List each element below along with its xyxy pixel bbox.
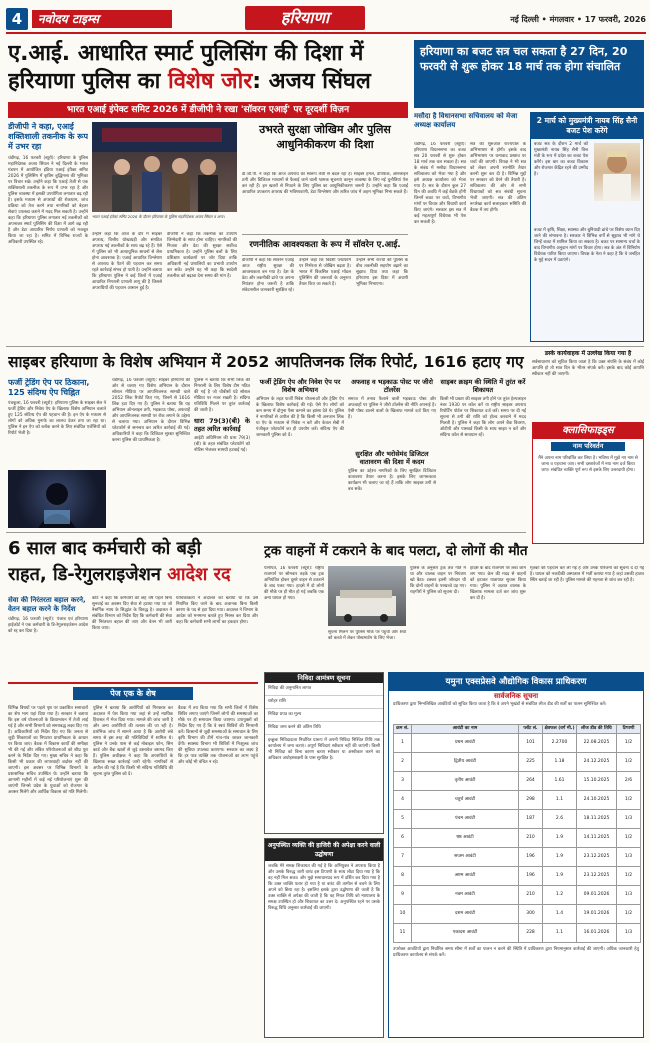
cyber-sub1: फर्जी ट्रेडिंग ऐप और निवेश ऐप पर विशेष अभियान: [259, 378, 341, 394]
table-row: [394, 847, 641, 866]
cm-box-text: बजट सत्र के दौरान 2 मार्च को मुख्यमंत्री नायब सिंह सैनी वित्त मंत्री के रूप में प्रदेश का बजट पेश करेंगे। इस बार का बजट विकास और रोजगार केंद्रित रहने की उम्मीद है।: [534, 142, 588, 177]
lead-subhead-box: [242, 122, 408, 172]
table-cell: 1.18: [543, 752, 577, 771]
absent-title: अनुपस्थित व्यक्ति की हाजिरी की अपेक्षा करने वाली उद्घोषणा: [265, 839, 383, 861]
cyber-sub1-box: [256, 378, 344, 528]
table-cell: 1/2: [617, 733, 641, 752]
table-cell: 19.01.2026: [577, 904, 617, 923]
lead-side-head: डीजीपी ने कहा, एआई शक्तिशाली तकनीक के रूप में उभर रहा: [8, 122, 88, 151]
table-cell: 14.11.2025: [577, 828, 617, 847]
cyber-side-text: पंचकूला, 16 फरवरी (ब्यूरो): हरियाणा पुलिस के साइबर सेल ने फर्जी ट्रेडिंग और निवेश ऐप के खिलाफ विशेष अभियान चलाते हुए 125 संदिग्ध ऐप की पहचान की है। इन ऐप के माध्यम से लोगों को अधिक मुनाफे का लालच देकर ठगा जा रहा था। पुलिस ने इन ऐप को ब्लॉक करने के लिए संबंधित एजेंसियों को रिपोर्ट भेजी है।: [8, 401, 106, 436]
cyber-hacker-image: [8, 470, 106, 528]
table-cell: 196: [519, 847, 543, 866]
table-cell: 5: [394, 809, 412, 828]
employee-headline-line2: [8, 562, 258, 588]
table-cell: 1/3: [617, 809, 641, 828]
table-cell: 9: [394, 885, 412, 904]
lead-quote: रणनीतिक आवश्यकता के रूप में सॉवरेन ए.आई.: [249, 240, 401, 250]
lead-quote-text-b: उन्होंने कहा कि विदेशी प्लेटफॉर्म पर निर्भरता से जोखिम बढ़ता है। भारत में विकसित एआई मॉडल पुलिसिंग की जरूरतों के अनुरूप तैयार किए जा सकते हैं।: [299, 258, 351, 287]
table-cell: षष्ठ आवंटी: [412, 828, 519, 847]
table-row: [394, 923, 641, 942]
continued-col-b: पुलिस ने बताया कि आरोपियों को गिरफ्तार कर अदालत में पेश किया गया जहां से उन्हें न्यायिक हिरासत में भेज दिया गया। मामले की जांच जारी है और अन्य आरोपियों की तलाश की जा रही है। प्रारंभिक जांच में सामने आया है कि आरोपी लंबे समय से इस तरह की गतिविधियों में शामिल थे। पुलिस ने उनके पास से कई मोबाइल फोन, सिम कार्ड और बैंक खातों से जुड़े दस्तावेज बरामद किए हैं। पुलिस अधीक्षक ने कहा कि अपराधियों के खिलाफ सख्त कार्रवाई जारी रहेगी। नागरिकों से अपील की गई है कि किसी भी संदिग्ध गतिविधि की सूचना तुरंत पुलिस को दें।: [93, 706, 173, 777]
cm-photo: [594, 143, 640, 201]
truck-body-b: सूचना मिलने पर पुलिस मौके पर पहुंची और शवों को कब्जे में लेकर पोस्टमार्टम के लिए भेजा।: [328, 630, 406, 641]
employee-body-a: कोर्ट ने कहा कि कर्मचारी को छह वर्ष पहले बिना सुनवाई का अवसर दिए सेवा से हटाया गया था जो नैसर्गिक न्याय के सिद्धांत के विरुद्ध है। अदालत ने संबंधित विभाग को निर्देश दिए कि कर्मचारी की सेवा की निरंतरता बहाल की जाए और वेतन भी जारी किया जाए।: [92, 596, 172, 631]
table-cell: चतुर्थ आवंटी: [412, 790, 519, 809]
table-row: [394, 828, 641, 847]
table-cell: 1.1: [543, 923, 577, 942]
table-cell: 1.4: [543, 904, 577, 923]
cyber-sub4: सुरक्षित और भरोसेमंद डिजिटल वातावरण की दिशा में कदम: [355, 450, 429, 466]
employee-side-head: सेवा की निरंतरता बहाल करने, वेतन बहाल करने के निर्देश: [8, 596, 86, 613]
cyber-sub2: धारा 79(3)(बी) के तहत त्वरित कार्रवाई: [194, 417, 250, 433]
table-cell: सप्तम आवंटी: [412, 847, 519, 866]
continued-col-c: बैठक में तय किया गया कि सभी जिलों में विशेष शिविर लगाए जाएंगे जिनमें लोगों की समस्याओं का मौके पर ही समाधान किया जाएगा। उपायुक्तों को निर्देश दिए गए हैं कि वे स्वयं शिविरों की निगरानी करें। किसानों से जुड़ी समस्याओं के समाधान के लिए कृषि विभाग की टीमें गांव-गांव जाकर जानकारी देंगी। स्वास्थ्य विभाग भी शिविरों में निःशुल्क जांच की सुविधा उपलब्ध कराएगा। सरकार का लक्ष्य है कि हर पात्र व्यक्ति तक योजनाओं का लाभ पहुंचे और कोई भी वंचित न रहे।: [178, 706, 258, 765]
classified-notice-text: सर्वसाधारण को सूचित किया जाता है कि उक्त संपत्ति के संबंध में कोई आपत्ति हो तो सात दिन के भीतर संपर्क करें। इसके बाद कोई आपत्ति स्वीकार नहीं की जाएगी।: [532, 360, 644, 377]
table-cell: 15.10.2025: [577, 771, 617, 790]
tender-text: इच्छुक निविदादाता निर्धारित प्रारूप में अपनी निविदा निश्चित तिथि तक कार्यालय में जमा कराएं। अपूर्ण निविदाएं स्वीकार नहीं की जाएंगी। किसी भी निविदा को बिना कारण बताए स्वीकार या अस्वीकार करने का अधिकार अधोहस्ताक्षरी के पास सुरक्षित है।: [268, 738, 380, 761]
yamuna-table-body: [394, 733, 641, 942]
lead-headline-line1: ए.आई. आधारित स्मार्ट पुलिसिंग की दिशा में: [8, 41, 364, 66]
table-row: [394, 790, 641, 809]
lead-strap: भारत एआई इंपेक्ट समिट 2026 में डीजीपी ने रखा 'सॉवरन एआई' पर दूरदर्शी विज़न: [8, 102, 408, 118]
lead-photo-image: [92, 122, 237, 212]
table-cell: 1/3: [617, 847, 641, 866]
table-cell: 24.12.2025: [577, 752, 617, 771]
employee-headline-part-a: राहत, डि-रेगुलराइजेशन: [8, 564, 168, 585]
tender-box: [264, 672, 384, 834]
table-cell: 1: [394, 733, 412, 752]
lead-body-a: उन्होंने कहा कि आज के दौर में साइबर अपराध, वित्तीय धोखाधड़ी और संगठित अपराध नई तकनीकों के साथ बढ़ रहे हैं। ऐसे में पुलिस को भी अत्याधुनिक साधनों से लैस होना आवश्यक है। एआई आधारित विश्लेषण से अपराध के पैटर्न की पहचान कर समय रहते कार्रवाई संभव हो पाती है। उन्होंने बताया कि हरियाणा पुलिस ने कई जिलों में एआई आधारित निगरानी प्रणाली लागू की है जिससे अपराधियों की पहचान आसान हुई है।: [92, 232, 162, 291]
table-cell: प्रथम आवंटी: [412, 733, 519, 752]
cyber-sub5-text: किसी भी प्रकार की साइबर ठगी होने पर तुरंत हेल्पलाइन नंबर 1930 पर कॉल करें या राष्ट्रीय साइबर अपराध रिपोर्टिंग पोर्टल पर शिकायत दर्ज करें। समय पर दी गई सूचना से ठगी की राशि को होल्ड करवाने में मदद मिलती है। पुलिस ने कहा कि लोग अपने बैंक विवरण, ओटीपी और पासवर्ड किसी के साथ साझा न करें और संदिग्ध कॉल से सावधान रहें।: [440, 397, 526, 438]
table-cell: 1/3: [617, 923, 641, 942]
employee-body-b: याचिकाकर्ता ने अदालत को बताया था कि उसे नियमित किए जाने के बाद अचानक बिना किसी कारण के पद से हटा दिया गया। अदालत ने विभाग के आदेश को मनमाना बताते हुए निरस्त कर दिया और कहा कि कर्मचारी सभी लाभों का हकदार होगा।: [176, 596, 258, 625]
table-cell: 1/2: [617, 828, 641, 847]
lead-quote-text-c: उन्होंने सभी राज्यों की पुलिस के बीच तकनीकी सहयोग बढ़ाने का सुझाव दिया तथा कहा कि हरियाणा इस दिशा में अग्रणी भूमिका निभाएगा।: [356, 258, 408, 287]
employee-side: [8, 596, 88, 676]
continued-head: पेज एक के शेष: [73, 687, 193, 700]
table-cell: 8: [394, 866, 412, 885]
truck-body-c: पुलिस के अनुसार ट्रक तेज गति में था और चालक वाहन पर नियंत्रण खो बैठा। टक्कर इतनी जोरदार थी कि दोनों वाहनों के परखच्चे उड़ गए। राहगीरों ने पुलिस को सूचना दी।: [410, 566, 466, 595]
table-cell: 298: [519, 790, 543, 809]
lead-photo: [92, 122, 237, 212]
budget-kicker: [414, 112, 526, 140]
table-cell: 2.6: [543, 809, 577, 828]
classified-notice-head: डस्के कार्यवाहक में उल्लेख किया गया है: [544, 350, 632, 357]
classified-notice: [532, 350, 644, 418]
table-cell: 23.12.2025: [577, 847, 617, 866]
yamuna-col-0: क्रम सं.: [394, 725, 412, 734]
budget-body-a: चंडीगढ़, 16 फरवरी (ब्यूरो): हरियाणा विधानसभा का बजट सत्र 20 फरवरी से शुरू होकर 18 मार्च तक चल सकता है। सत्र के संबंध में मसौदा विधानसभा सचिवालय को भेजा गया है और इसे अध्यक्ष कार्यालय को भेजा गया है। सत्र के दौरान कुल 27 दिन की अवधि में कई बैठकें होंगी जिनमें बजट पर चर्चा, विभागीय मांगों पर विचार और विधायी कार्य किए जाएंगे। सरकार इस सत्र में कई महत्वपूर्ण विधेयक भी पेश कर सकती है।: [414, 142, 466, 225]
table-cell: द्वितीय आवंटी: [412, 752, 519, 771]
lead-headline: [8, 40, 408, 100]
table-row: [394, 904, 641, 923]
table-cell: 228: [519, 923, 543, 942]
table-cell: पंचम आवंटी: [412, 809, 519, 828]
cyber-sub3-text: समाज में तनाव फैलाने वाली भड़काऊ पोस्ट और अफवाहों पर पुलिस ने जीरो टॉलरेंस की नीति अपनाई है। ऐसी पोस्ट डालने वालों के खिलाफ मामले दर्ज किए गए हैं।: [348, 397, 436, 420]
truck-body-d: हादसे के बाद राजमार्ग पर लंबा जाम लग गया। क्रेन की मदद से वाहनों को हटाकर यातायात सुचारु किया गया। पुलिस ने अज्ञात चालक के खिलाफ मामला दर्ज कर जांच शुरू कर दी है।: [470, 566, 526, 601]
cyber-body-b: पुलिस ने बताया कि सभी लिंक की निगरानी के लिए विशेष टीम गठित की गई है जो चौबीसों घंटे सोशल मीडिया पर नजर रखती है। संदिग्ध गतिविधि मिलने पर तुरंत कार्रवाई की जाती है। धारा 79(3)(बी) के तहत त्वरित कार्रवाई आईटी अधिनियम की धारा 79(3)(बी) के तहत संबंधित प्लेटफॉर्म को नोटिस भेजकर सामग्री हटवाई गई।: [194, 378, 250, 453]
table-cell: 1/3: [617, 885, 641, 904]
budget-headline-box: [414, 40, 644, 108]
lead-quote-text-a: डीजीपी ने कहा कि सॉवरेन एआई आज राष्ट्रीय सुरक्षा की आवश्यकता बन गया है। देश के डेटा और तकनीकी ढांचे पर अपना नियंत्रण होना जरूरी है ताकि संवेदनशील जानकारी सुरक्षित रहे।: [242, 258, 294, 293]
cyber-sub5-box: [440, 378, 526, 528]
cm-photo-image: [594, 143, 640, 201]
cyber-sub1-text: अभियान के तहत फर्जी निवेश योजनाओं और ट्रेडिंग ऐप के खिलाफ विशेष कार्रवाई की गई। ऐसे ऐप लोगों को कम समय में दोगुना पैसा कमाने का झांसा देते थे। पुलिस ने नागरिकों से अपील की है कि किसी भी अनजान लिंक या ऐप के माध्यम से निवेश न करें और केवल सेबी में पंजीकृत प्लेटफॉर्म का ही उपयोग करें। संदिग्ध ऐप की जानकारी पुलिस को दें।: [256, 397, 344, 438]
table-cell: दशम आवंटी: [412, 904, 519, 923]
lead-headline-part-b: विशेष जोर: [168, 69, 253, 94]
yamuna-col-2: प्लॉट सं.: [519, 725, 543, 734]
table-cell: 210: [519, 885, 543, 904]
table-cell: नवम आवंटी: [412, 885, 519, 904]
yamuna-col-4: लीज डीड की तिथि: [577, 725, 617, 734]
table-cell: 1.1: [543, 790, 577, 809]
absent-text: जबकि मेरे समक्ष शिकायत की गई है कि अभियुक्त ने अपराध किया है और उसके विरुद्ध जारी वारंट इस टिप्पणी के साथ लौटा दिया गया है कि वह नहीं मिल सका। और मुझे समाधानप्रद रूप में दर्शित कर दिया गया है कि उक्त व्यक्ति फरार हो गया है या वारंट की तामील से बचने के लिए अपने को छिपा रहा है। इसलिए इसके द्वारा उद्घोषणा की जाती है कि उक्त व्यक्ति से अपेक्षा की जाती है कि वह नियत तिथि को न्यायालय के समक्ष उपस्थित हो और शिकायत का उत्तर दे। अनुपस्थित रहने पर उसके विरुद्ध विधि अनुसार कार्रवाई की जाएगी।: [268, 864, 380, 911]
continued-box: [8, 682, 258, 1038]
table-cell: तृतीय आवंटी: [412, 771, 519, 790]
lead-quote-band: [242, 234, 408, 256]
table-cell: 3: [394, 771, 412, 790]
table-cell: 2: [394, 752, 412, 771]
truck-body-a: पानीपत, 16 फरवरी (ब्यूरो): राष्ट्रीय राजमार्ग पर सोमवार तड़के एक ट्रक अनियंत्रित होकर दूसरे वाहन से टकराने के बाद पलट गया। हादसे में दो लोगों की मौके पर ही मौत हो गई जबकि एक अन्य घायल हो गया।: [264, 566, 324, 601]
table-cell: 1/2: [617, 752, 641, 771]
employee-headline: [8, 536, 258, 592]
lead-body-b: डीजीपी ने कहा कि तकनीक का उपयोग जिम्मेदारी के साथ होना चाहिए। नागरिकों की निजता और डेटा की सुरक्षा सर्वोच्च प्राथमिकता है। उन्होंने पुलिस बलों के लिए प्रशिक्षण कार्यक्रमों पर जोर दिया ताकि अधिकारी नई प्रणालियों का प्रभावी उपयोग कर सकें। उन्होंने यह भी कहा कि स्वदेशी तकनीक को बढ़ावा देना समय की मांग है।: [167, 232, 237, 279]
dateline: नई दिल्ली • मंगलवार • 17 फरवरी, 2026: [510, 15, 646, 24]
employee-headline-line1: 6 साल बाद कर्मचारी को बड़ी: [8, 538, 202, 559]
table-cell: 7: [394, 847, 412, 866]
yamuna-footer: उपरोक्त आवंटियों द्वारा निर्धारित समय सीमा में शर्तों का पालन न करने की स्थिति में प्राधिकरण द्वारा नियमानुसार कार्रवाई की जाएगी। अधिक जानकारी हेतु प्राधिकरण कार्यालय से संपर्क करें।: [393, 946, 639, 958]
cyber-sub3-box: [348, 378, 436, 528]
table-cell: 264: [519, 771, 543, 790]
paper-logo: नवोदय टाइम्स: [32, 10, 172, 28]
table-row: [394, 752, 641, 771]
table-cell: 1.2: [543, 885, 577, 904]
yamuna-title: यमुना एक्सप्रेसवे औद्योगिक विकास प्राधिकरण: [389, 673, 643, 691]
cyber-sub5: साइबर क्राइम की स्थिति में तुरंत करें शिकायत: [440, 378, 526, 394]
table-cell: 10: [394, 904, 412, 923]
table-cell: 1/2: [617, 904, 641, 923]
table-cell: 1.61: [543, 771, 577, 790]
cm-box: [530, 112, 644, 342]
cyber-sub4-text: पुलिस का उद्देश्य नागरिकों के लिए सुरक्षित डिजिटल वातावरण तैयार करना है। इसके लिए जागरूकता कार्यक्रम भी चलाए जा रहे हैं ताकि लोग साइबर ठगी से बच सकें।: [348, 469, 436, 492]
cyber-side-head: फर्जी ट्रेडिंग ऐप पर ठिकाना, 125 संदिग्ध ऐप चिह्नित: [8, 378, 90, 397]
cyber-body-a: चंडीगढ़, 16 फरवरी (ब्यूरो): साइबर हरियाणा की ओर से चलाए गए विशेष अभियान के दौरान सोशल मीडिया पर आपत्तिजनक सामग्री वाले 2052 लिंक रिपोर्ट किए गए, जिनमें से 1616 लिंक हटा दिए गए हैं। पुलिस ने बताया कि यह अभियान ऑनलाइन ठगी, भड़काऊ पोस्ट, अफवाहें और आपत्तिजनक सामग्री पर रोक लगाने के उद्देश्य से चलाया गया। अभियान के दौरान विभिन्न प्लेटफॉर्म से समन्वय कर त्वरित कार्रवाई की गई। अधिकारियों ने कहा कि डिजिटल सुरक्षा सुनिश्चित करना पुलिस की प्राथमिकता है।: [112, 378, 190, 443]
table-cell: 2.2700: [543, 733, 577, 752]
classified-brand: क्लासिफाइड्स: [533, 423, 643, 439]
yamuna-box: [388, 672, 644, 1038]
lead-subhead-text: डी.जी.पी. ने कहा कि आज अपराध का स्वरूप तेजी से बदल रहा है। साइबर हमले, डीपफेक, ऑनलाइन ठगी और डिजिटल माध्यमों से फैलाई जाने वाली भ्रामक सूचनाएं कानून व्यवस्था के लिए नई चुनौतियां पेश कर रही हैं। इन खतरों से निपटने के लिए पुलिस का आधुनिकीकरण जरूरी है। उन्होंने कहा कि एआई आधारित उपकरण अपराध की भविष्यवाणी, डेटा विश्लेषण और त्वरित जांच में अहम भूमिका निभा सकते हैं।: [242, 172, 408, 195]
divider-1: [6, 346, 644, 347]
lead-subhead: उभरते सुरक्षा जोखिम और पुलिस आधुनिकीकरण की दिशा: [259, 123, 391, 151]
truck-headline: ट्रक वाहनों में टकराने के बाद पलटा, दो लोगों की मौत: [264, 543, 528, 559]
table-cell: 23.12.2025: [577, 866, 617, 885]
table-row: [394, 809, 641, 828]
classified-box: [532, 422, 644, 544]
truck-body-e: मृतकों की पहचान कर ली गई है और उनके परिजनों को सूचना दे दी गई है। घायल को नजदीकी अस्पताल में भर्ती कराया गया है जहां उसकी हालत स्थिर बताई जा रही है। पुलिस मामले की गहनता से जांच कर रही है।: [530, 566, 644, 583]
table-cell: 16.01.2026: [577, 923, 617, 942]
table-cell: 1/2: [617, 790, 641, 809]
cyber-headline: साइबर हरियाणा के विशेष अभियान में 2052 आपतिजनक लिंक रिपोर्ट, 1616 हटाए गए: [8, 353, 524, 371]
table-cell: 101: [519, 733, 543, 752]
lead-side-text: चंडीगढ़, 16 फरवरी (ब्यूरो): हरियाणा के पुलिस महानिदेशक अजय सिंघल ने नई दिल्ली के भारत मंडपम में आयोजित इंडिया एआई इंपैक्ट समिट 2026 में पुलिसिंग में कृत्रिम बुद्धिमत्ता की भूमिका पर विचार रखे। उन्होंने कहा कि एआई तेजी से एक शक्तिशाली तकनीक के रूप में उभर रहा है और पुलिस व्यवस्था में इसकी उपयोगिता लगातार बढ़ रही है। इसके माध्यम से अपराधों की रोकथाम, जांच प्रक्रिया को तेज करने तथा नागरिकों को बेहतर सेवाएं उपलब्ध कराने में मदद मिल सकती है। उन्होंने कहा कि हरियाणा पुलिस लगातार नई तकनीकों को अपनाकर स्मार्ट पुलिसिंग की दिशा में आगे बढ़ रही है और डेटा आधारित निर्णय प्रणाली को मजबूत किया जा रहा है। समिट में विभिन्न राज्यों के अधिकारी उपस्थित रहे।: [8, 156, 88, 245]
masthead: [0, 0, 650, 34]
table-cell: 196: [519, 866, 543, 885]
cyber-photo: [8, 470, 106, 528]
table-row: [394, 771, 641, 790]
cyber-sub3: अफवाह व भड़काऊ पोस्ट पर जीरो टॉलरेंस: [351, 378, 433, 394]
divider-2: [6, 532, 526, 533]
budget-headline: हरियाणा का बजट सत्र चल सकता है 27 दिन, 20 फरवरी से शुरू होकर 18 मार्च तक होगा संचालित: [420, 45, 628, 73]
table-cell: 300: [519, 904, 543, 923]
lead-headline-part-c: : अजय सिंघल: [252, 69, 371, 94]
masthead-rule: [6, 32, 646, 34]
tender-line-2: धरोहर राशि: [265, 696, 383, 709]
yamuna-col-5: टिप्पणी: [617, 725, 641, 734]
yamuna-col-1: आवंटी का नाम: [412, 725, 519, 734]
table-cell: 18.11.2025: [577, 809, 617, 828]
continued-col-a: विभिन्न विषयों पर पहले पृष्ठ पर प्रकाशित समाचारों का शेष भाग यहां दिया गया है। सरकार ने बताया कि इस वर्ष योजनाओं के क्रियान्वयन में तेजी लाई गई है और सभी विभागों को समयबद्ध लक्ष्य दिए गए हैं। अधिकारियों को निर्देश दिए गए कि जनता से जुड़ी शिकायतों का निपटारा प्राथमिकता के आधार पर किया जाए। बैठक में विकास कार्यों की समीक्षा भी की गई और लंबित परियोजनाओं को शीघ्र पूरा करने के निर्देश दिए गए। मुख्य सचिव ने कहा कि किसी भी प्रकार की लापरवाही बर्दाश्त नहीं की जाएगी। इस अवसर पर विभिन्न विभागों के प्रशासनिक सचिव उपस्थित थे। उन्होंने बताया कि आगामी महीनों में कई नई परियोजनाएं शुरू की जाएंगी जिनसे प्रदेश के युवाओं को रोजगार के अवसर मिलेंगे और आर्थिक विकास को गति मिलेगी।: [8, 706, 88, 795]
truck-accident-image: [328, 566, 406, 626]
yamuna-col-3: क्षेत्रफल (वर्ग मी.): [544, 726, 575, 731]
table-cell: 2/6: [617, 771, 641, 790]
yamuna-intro: प्राधिकरण द्वारा निम्नलिखित आवंटियों को सूचित किया जाता है कि वे अपने भूखंडों से संबंधित लीज डीड की शर्तों का पालन सुनिश्चित करें।: [393, 702, 607, 707]
truck-photo: [328, 566, 406, 626]
tender-title: निविदा आमंत्रण सूचना: [265, 673, 383, 683]
table-cell: 22.08.2025: [577, 733, 617, 752]
tender-line-4: निविदा जमा करने की अंतिम तिथि: [265, 722, 383, 735]
table-cell: 225: [519, 752, 543, 771]
table-cell: 210: [519, 828, 543, 847]
table-cell: 4: [394, 790, 412, 809]
tender-line-1: निविदा की अनुमानित लागत: [265, 683, 383, 696]
cm-box-text-2: बजट में कृषि, शिक्षा, स्वास्थ्य और बुनियादी ढांचे पर विशेष ध्यान दिए जाने की संभावना है। सरकार ने विभिन्न वर्गों से सुझाव भी मांगे थे जिन्हें बजट में शामिल किया जा सकता है। बजट पर सामान्य चर्चा के बाद विभागीय अनुदान मांगों पर विचार होगा। सत्र के अंत में विनियोग विधेयक पारित किया जाएगा। विपक्ष के नेता ने कहा है कि वे जनहित के मुद्दे सदन में उठाएंगे।: [534, 228, 641, 263]
absent-box: [264, 838, 384, 1038]
table-cell: 1/2: [617, 866, 641, 885]
page-number: 4: [6, 8, 28, 30]
lead-headline-part-a: हरियाणा पुलिस का: [8, 69, 168, 94]
tender-line-3: निविदा प्रपत्र का मूल्य: [265, 709, 383, 722]
budget-body-b: सत्र की शुरुआत राज्यपाल के अभिभाषण से होगी। इसके बाद अभिभाषण पर धन्यवाद प्रस्ताव पर चर्चा की जाएगी। विपक्ष ने भी सत्र को लेकर अपनी रणनीति तैयार करनी शुरू कर दी है। विभिन्न मुद्दों पर सरकार को घेरने की तैयारी है। सचिवालय की ओर से सभी विधायकों को सत्र संबंधी सूचना भेजी जाएगी। सत्र की अंतिम रूपरेखा कार्य सलाहकार समिति की बैठक में तय होगी।: [470, 142, 526, 213]
table-cell: अष्टम आवंटी: [412, 866, 519, 885]
classified-text: मैंने अपना नाम परिवर्तित कर लिया है। भविष्य में मुझे नए नाम से जाना व पहचाना जाए। सभी दस्तावेजों में नया नाम दर्ज किया जाए। संबंधित व्यक्ति पूर्ण रूप से इसके लिए उत्तरदायी होगा।: [538, 456, 638, 473]
table-row: [394, 866, 641, 885]
lead-headline-line2: [8, 68, 408, 96]
table-cell: 6: [394, 828, 412, 847]
table-cell: 1.9: [543, 847, 577, 866]
yamuna-table-header: [394, 725, 641, 734]
employee-side-text: चंडीगढ़, 16 फरवरी (ब्यूरो): पंजाब एवं हरियाणा हाईकोर्ट ने एक कर्मचारी के डि-रेगुलराइजेशन आदेश को रद्द कर दिया है।: [8, 617, 88, 634]
table-cell: 09.01.2026: [577, 885, 617, 904]
classified-tag: नाम परिवर्तन: [551, 442, 625, 451]
table-cell: 187: [519, 809, 543, 828]
table-row: [394, 733, 641, 752]
lead-photo-caption: भारत एआई इंपेक्ट समिट 2026 के दौरान हरियाणा के पुलिस महानिदेशक अजय सिंघल व अन्य।: [92, 214, 225, 219]
table-cell: 11: [394, 923, 412, 942]
table-cell: एकादश आवंटी: [412, 923, 519, 942]
cm-box-title: 2 मार्च को मुख्यमंत्री नायब सिंह सैनी बजट पेश करेंगे: [531, 113, 643, 139]
table-row: [394, 885, 641, 904]
table-cell: 1.9: [543, 828, 577, 847]
table-cell: 24.10.2025: [577, 790, 617, 809]
section-title: हरियाणा: [245, 6, 365, 30]
table-cell: 1.9: [543, 866, 577, 885]
yamuna-notice: सार्वजनिक सूचना: [493, 692, 539, 700]
employee-headline-part-b: आदेश रद: [167, 564, 231, 585]
budget-kicker-text: मसौदा है विधानसभा सचिवालय को मेजा अध्यक्ष कार्यालय: [414, 112, 518, 129]
yamuna-table: [393, 724, 641, 943]
